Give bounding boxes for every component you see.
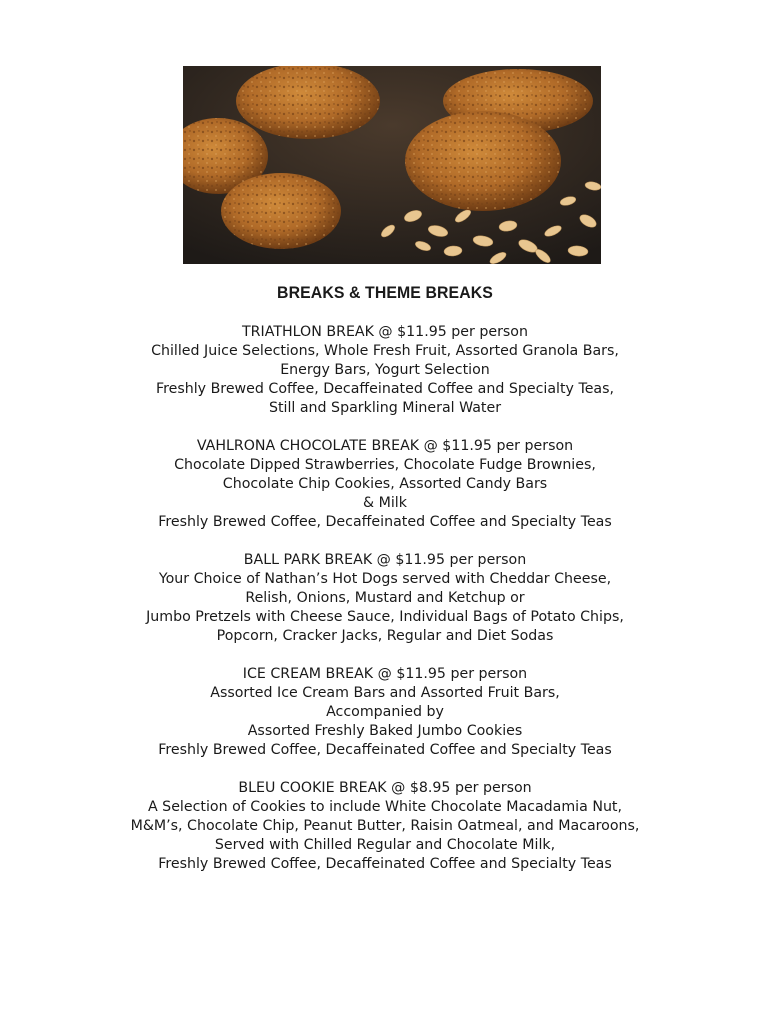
menu-line: Popcorn, Cracker Jacks, Regular and Diet Sodas [216, 628, 554, 644]
cookies-photo [183, 66, 601, 264]
menu-line: Chilled Juice Selections, Whole Fresh Fruit, Assorted Granola Bars, [151, 343, 619, 359]
section-heading: ICE CREAM BREAK @ $11.95 per person [242, 666, 528, 682]
menu-section-ice-cream [0, 665, 770, 760]
menu-line: Assorted Freshly Baked Jumbo Cookies [247, 723, 523, 739]
menu-line: Chocolate Dipped Strawberries, Chocolate Fudge Brownies, [174, 457, 596, 473]
menu-line: Freshly Brewed Coffee, Decaffeinated Coffee and Specialty Teas [158, 856, 612, 872]
menu-section-triathlon [0, 323, 770, 418]
menu-section-ball-park [0, 551, 770, 646]
menu-line: Freshly Brewed Coffee, Decaffeinated Coffee and Specialty Teas [158, 742, 612, 758]
menu-line: Freshly Brewed Coffee, Decaffeinated Coffee and Specialty Teas, [155, 381, 615, 397]
page-title: BREAKS & THEME BREAKS [277, 284, 493, 302]
menu-line: Jumbo Pretzels with Cheese Sauce, Individual Bags of Potato Chips, [146, 609, 624, 625]
menu-line: Energy Bars, Yogurt Selection [280, 362, 490, 378]
menu-line: & Milk [363, 495, 407, 511]
menu-line: Served with Chilled Regular and Chocolate Milk, [214, 837, 556, 853]
menu-line: Chocolate Chip Cookies, Assorted Candy Bars [222, 476, 548, 492]
section-heading: BLEU COOKIE BREAK @ $8.95 per person [238, 780, 532, 796]
menu-line: A Selection of Cookies to include White Chocolate Macadamia Nut, [147, 799, 623, 815]
menu-line: Assorted Ice Cream Bars and Assorted Fruit Bars, [210, 685, 560, 701]
section-heading: TRIATHLON BREAK @ $11.95 per person [242, 324, 528, 340]
menu-section-chocolate [0, 437, 770, 532]
menu-section-bleu-cookie [0, 779, 770, 874]
menu-line: Accompanied by [326, 704, 444, 720]
menu-line: Relish, Onions, Mustard and Ketchup or [245, 590, 525, 606]
menu-line: Your Choice of Nathan’s Hot Dogs served with Cheddar Cheese, [158, 571, 612, 587]
menu-line: Still and Sparkling Mineral Water [268, 400, 502, 416]
menu-line: Freshly Brewed Coffee, Decaffeinated Coffee and Specialty Teas [158, 514, 612, 530]
section-heading: BALL PARK BREAK @ $11.95 per person [243, 552, 527, 568]
section-heading: VAHLRONA CHOCOLATE BREAK @ $11.95 per person [196, 438, 574, 454]
break-menu [0, 323, 770, 893]
menu-line: M&M’s, Chocolate Chip, Peanut Butter, Raisin Oatmeal, and Macaroons, [130, 818, 640, 834]
